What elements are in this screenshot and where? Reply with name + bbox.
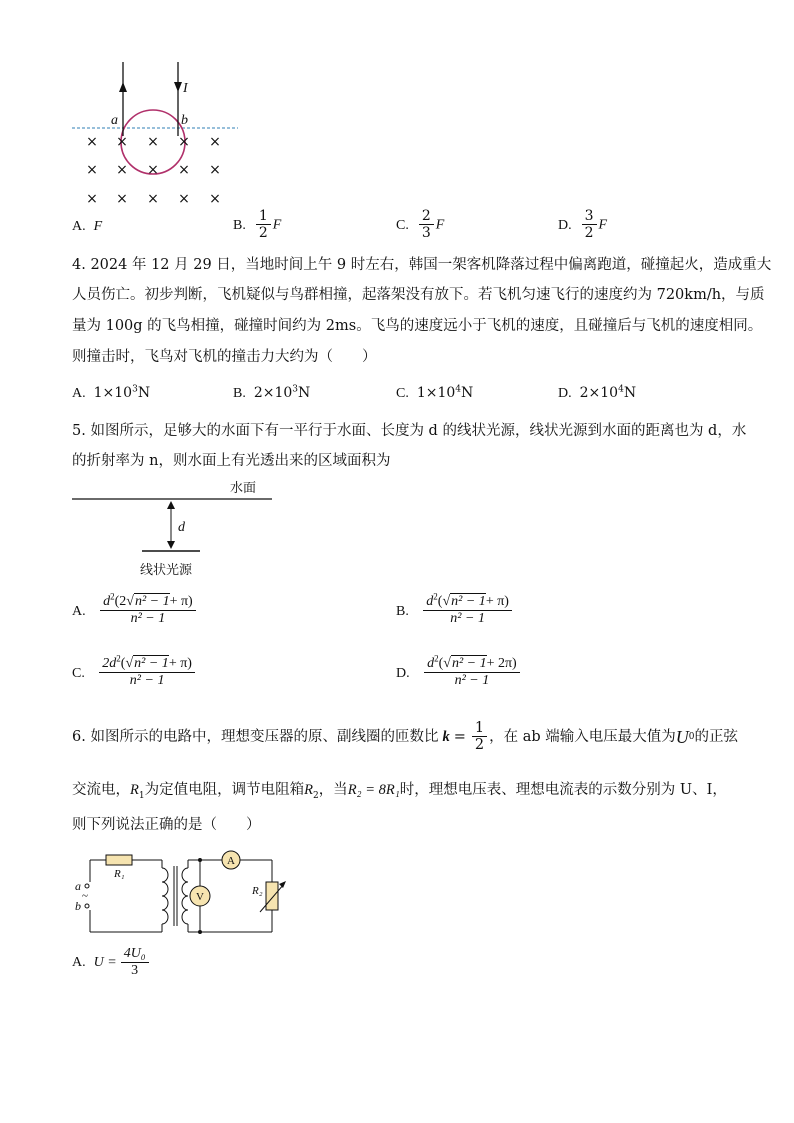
field-cross: × (178, 134, 190, 150)
field-cross: × (209, 191, 221, 207)
q3-option-b[interactable]: B. $\frac{1}{2}$ F (233, 208, 282, 241)
terminal-a (85, 884, 89, 888)
fraction: $\frac{1}{2}$ (256, 208, 271, 241)
field-cross: × (116, 134, 128, 150)
arrow-up-icon (119, 82, 127, 92)
fraction: $\frac{2d^2(√n^2 - 1+ \pi)}{\text{n² − 1}}$ (99, 656, 195, 689)
field-cross: × (178, 191, 190, 207)
q4-option-b[interactable]: B. $2\times 10^3N$ (233, 384, 311, 401)
q3-option-c[interactable]: C. $\frac{2}{3}$ F (396, 208, 445, 241)
r1-label: R₁ (114, 868, 125, 880)
point-a-label: a (111, 113, 118, 128)
q5-option-b[interactable]: B. $\frac{d^2(√n^2 - 1+ \pi)}{\text{n² − 1}}$ (396, 594, 514, 627)
current-label: I (183, 81, 188, 96)
fraction: $\frac{d^2(√n^2 - 1+ 2\pi)}{\text{n² − 1}}$ (424, 656, 520, 689)
q5-stem-line-1: 5. 如图所示，足够大的水面下有一平行于水面、长度为 d 的线状光源，线状光源到水面的距离也为 d，水 (72, 423, 747, 439)
q5-option-d[interactable]: D. $\frac{d^2(√n^2 - 1+ 2\pi)}{\text{n² − 1}}$ (396, 656, 522, 689)
b-label: b (75, 899, 81, 913)
r2-label: R₂ (252, 885, 263, 897)
q5-stem-line-2: 的折射率为 n，则水面上有光透出来的区域面积为 (72, 453, 391, 469)
q6-stem-line-3: 则下列说法正确的是（ ） (72, 817, 261, 833)
q4-option-a[interactable]: A. $1\times 10^3N$ (72, 384, 151, 401)
primary-coil (162, 868, 168, 924)
q4-stem-line-1: 4. 2024 年 12 月 29 日，当地时间上午 9 时左右，韩国一架客机降落过程中偏离跑道，碰撞起火，造成重大 (72, 257, 772, 273)
field-cross: × (86, 162, 98, 178)
q6-circuit-figure (70, 848, 290, 936)
q4-option-d[interactable]: D. $2\times 10^4N$ (558, 384, 637, 401)
arrow-up-icon (167, 501, 175, 509)
q6-stem-line-1: 6. 如图所示的电路中，理想变压器的原、副线圈的匝数比 k = $\frac{1}{2}$ ，在 ab 端输入电压最大值为 U 0 的正弦 (72, 720, 738, 753)
resistor-r1 (106, 855, 132, 865)
voltmeter-label: V (196, 891, 204, 903)
water-surface-label: 水面 (230, 481, 257, 496)
fraction: $\frac{3}{2}$ (582, 208, 597, 241)
field-cross: × (178, 162, 190, 178)
q6-option-a[interactable]: A. U = $\frac{\text{4U₀}}{3}$ (72, 946, 151, 979)
q6-stem-line-2: 交流电，$R_1$为定值电阻，调节电阻箱$R_2$，当R₂ = 8R₁时，理想电压表、理想电流表的示数分别为 U、I， (72, 782, 727, 801)
distance-label: d (178, 520, 185, 535)
q4-stem-line-3: 量为 100g 的飞鸟相撞，碰撞时间约为 2ms。飞鸟的速度远小于飞机的速度，且碰撞后与飞机的速度相同。 (72, 318, 763, 334)
q4-stem-line-4: 则撞击时，飞鸟对飞机的撞击力大约为（ ） (72, 349, 377, 365)
q4-option-c[interactable]: C. $1\times 10^4N$ (396, 384, 474, 401)
field-cross: × (116, 162, 128, 178)
ac-symbol: ~ (82, 890, 88, 902)
field-cross: × (116, 191, 128, 207)
q5-option-c[interactable]: C. $\frac{2d^2(√n^2 - 1+ \pi)}{\text{n² − 1}}$ (72, 656, 197, 689)
q3-magnetic-field-figure (70, 58, 250, 208)
q5-light-source-figure (70, 478, 280, 582)
arrow-icon (279, 881, 286, 888)
field-cross: × (86, 191, 98, 207)
fraction: $\frac{2}{3}$ (419, 208, 434, 241)
terminal-b (85, 904, 89, 908)
field-cross: × (209, 134, 221, 150)
fraction: $\frac{\text{4U₀}}{3}$ (121, 946, 149, 979)
q4-stem-line-2: 人员伤亡。初步判断，飞机疑似与鸟群相撞，起落架没有放下。若飞机匀速飞行的速度约为 720km/h，与质 (72, 287, 765, 303)
secondary-coil (182, 868, 188, 924)
resistor-box-r2 (266, 882, 278, 910)
q3-option-a[interactable]: A. F (72, 219, 103, 234)
arrow-down-icon (174, 82, 182, 92)
point-b-label: b (181, 113, 188, 128)
field-cross: × (147, 191, 159, 207)
arrow-down-icon (167, 541, 175, 549)
source-label: 线状光源 (140, 563, 193, 578)
field-cross: × (209, 162, 221, 178)
fraction: $\frac{d^2(√n^2 - 1+ \pi)}{\text{n² − 1}}$ (423, 594, 512, 627)
field-cross: × (147, 162, 159, 178)
q3-option-d[interactable]: D. $\frac{3}{2}$ F (558, 208, 608, 241)
ammeter-label: A (227, 855, 235, 867)
field-cross: × (147, 134, 159, 150)
q5-option-a[interactable]: A. $\frac{d^2(2√n^2 - 1+ \pi)}{\text{n² − 1}}$ (72, 594, 198, 627)
fraction: $\frac{d^2(2√n^2 - 1+ \pi)}{\text{n² − 1}}$ (100, 594, 196, 627)
field-cross: × (86, 134, 98, 150)
a-label: a (75, 879, 81, 893)
